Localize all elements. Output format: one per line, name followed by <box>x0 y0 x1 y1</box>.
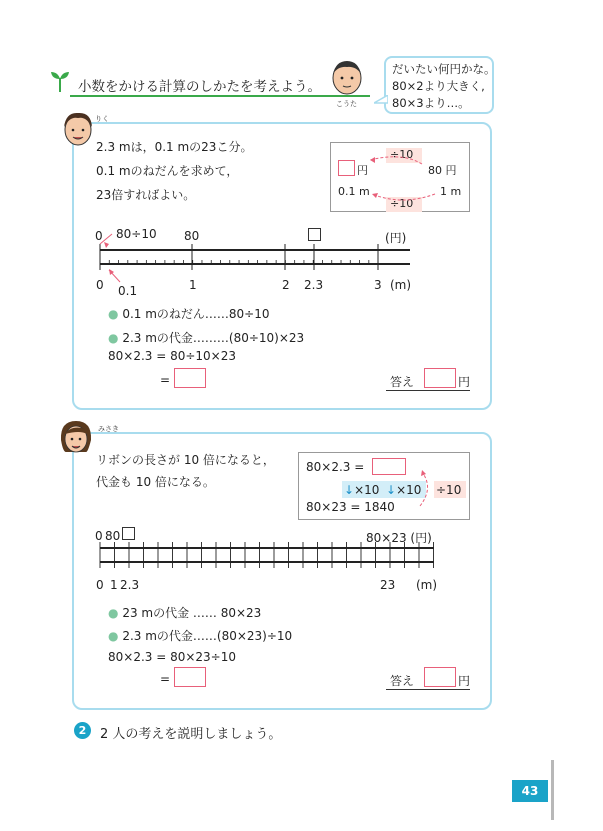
kota-avatar <box>328 58 366 98</box>
riku-answer-underline <box>386 390 470 391</box>
small-length-label: 0.1 m <box>338 185 370 198</box>
times-b-label: ↓×10 <box>386 483 422 497</box>
page-number: 43 <box>512 780 548 802</box>
misaki-name: みさき <box>98 425 119 433</box>
yen-label: 円 <box>357 164 368 177</box>
riku-relation-arrows <box>330 142 470 212</box>
nl1-bottom-unit: (m) <box>390 278 412 292</box>
nl1-bottom-0: 0 <box>96 278 104 292</box>
misaki-number-line <box>90 538 440 578</box>
nl1-bottom-01: 0.1 <box>118 284 138 298</box>
div-bottom-label: ÷10 <box>390 197 414 210</box>
nl1-top-annot: 80÷10 <box>116 227 157 241</box>
riku-number-line <box>90 238 420 288</box>
riku-equation-2: = <box>160 373 171 387</box>
nl2-bottom-unit: (m) <box>416 578 438 592</box>
price-label: 80 円 <box>428 164 457 177</box>
nl1-top-0: 0 <box>95 229 103 243</box>
misaki-equation-2: = <box>160 672 171 686</box>
misaki-eq-box[interactable] <box>372 458 406 475</box>
misaki-answer-label: 答え <box>390 674 415 688</box>
misaki-eq-bottom: 80×23 = 1840 <box>306 500 395 514</box>
riku-equation-box[interactable] <box>174 368 206 388</box>
misaki-line-1: リボンの長さが 10 倍になると， <box>96 453 275 467</box>
sprout-icon <box>48 68 72 94</box>
question-number-badge: 2 <box>74 722 91 739</box>
riku-bullet-2: ● 2.3 mの代金………(80÷10)×23 <box>108 331 305 345</box>
times-a-label: ↓×10 <box>344 483 380 497</box>
misaki-equation-box[interactable] <box>174 667 206 687</box>
question-text: 2 人の考えを説明しましょう。 <box>100 727 282 742</box>
riku-name: りく <box>95 115 109 123</box>
nl2-bottom-1: 1 <box>110 578 118 592</box>
riku-line-1: 2.3 mは，0.1 mの23こ分。 <box>96 140 253 154</box>
bubble-line-2: 80×2より大きく, <box>392 79 485 93</box>
riku-equation-1: 80×2.3 = 80÷10×23 <box>108 349 237 363</box>
nl1-bottom-1: 1 <box>189 278 197 292</box>
nl1-top-80: 80 <box>184 229 200 243</box>
nl1-bottom-2: 2 <box>282 278 290 292</box>
nl2-top-right: 80×23 (円) <box>366 531 432 545</box>
nl1-bottom-3: 3 <box>374 278 382 292</box>
page-right-edge <box>551 760 554 820</box>
misaki-avatar <box>58 418 94 458</box>
riku-line-2: 0.1 mのねだんを求めて， <box>96 164 239 178</box>
misaki-line-2: 代金も 10 倍になる。 <box>96 475 215 489</box>
misaki-bullet-1: ● 23 mの代金 …… 80×23 <box>108 606 262 620</box>
misaki-div-label: ÷10 <box>436 483 462 497</box>
misaki-answer-box[interactable] <box>424 667 456 687</box>
nl2-bottom-23: 2.3 <box>120 578 140 592</box>
misaki-div-arrow <box>418 466 438 510</box>
misaki-answer-underline <box>386 689 470 690</box>
title-underline <box>70 95 370 97</box>
misaki-equation-1: 80×2.3 = 80×23÷10 <box>108 650 237 664</box>
bubble-line-3: 80×3より…。 <box>392 96 470 110</box>
misaki-bullet-2: ● 2.3 mの代金……(80×23)÷10 <box>108 629 293 643</box>
riku-answer-label: 答え <box>390 375 415 389</box>
riku-avatar <box>60 110 96 148</box>
misaki-answer-unit: 円 <box>458 674 471 688</box>
misaki-eq-top: 80×2.3 = <box>306 460 365 474</box>
nl1-top-unit: (円) <box>385 231 407 245</box>
riku-line-3: 23倍すればよい。 <box>96 188 196 202</box>
nl2-bottom-0: 0 <box>96 578 104 592</box>
unit-length-label: 1 m <box>440 185 462 198</box>
kota-name: こうた <box>336 100 357 108</box>
riku-bullet-1: ● 0.1 mのねだん……80÷10 <box>108 307 270 321</box>
nl2-bottom-23b: 23 <box>380 578 396 592</box>
section-title: 小数をかける計算のしかたを考えよう。 <box>78 79 321 95</box>
nl2-top-80: 80 <box>105 529 121 543</box>
nl2-top-0: 0 <box>95 529 103 543</box>
div-top-label: ÷10 <box>390 148 414 161</box>
bubble-tail-icon <box>374 90 388 100</box>
nl1-bottom-23: 2.3 <box>304 278 324 292</box>
riku-answer-box[interactable] <box>424 368 456 388</box>
bubble-line-1: だいたい何円かな。 <box>392 62 496 76</box>
riku-answer-unit: 円 <box>458 375 471 389</box>
